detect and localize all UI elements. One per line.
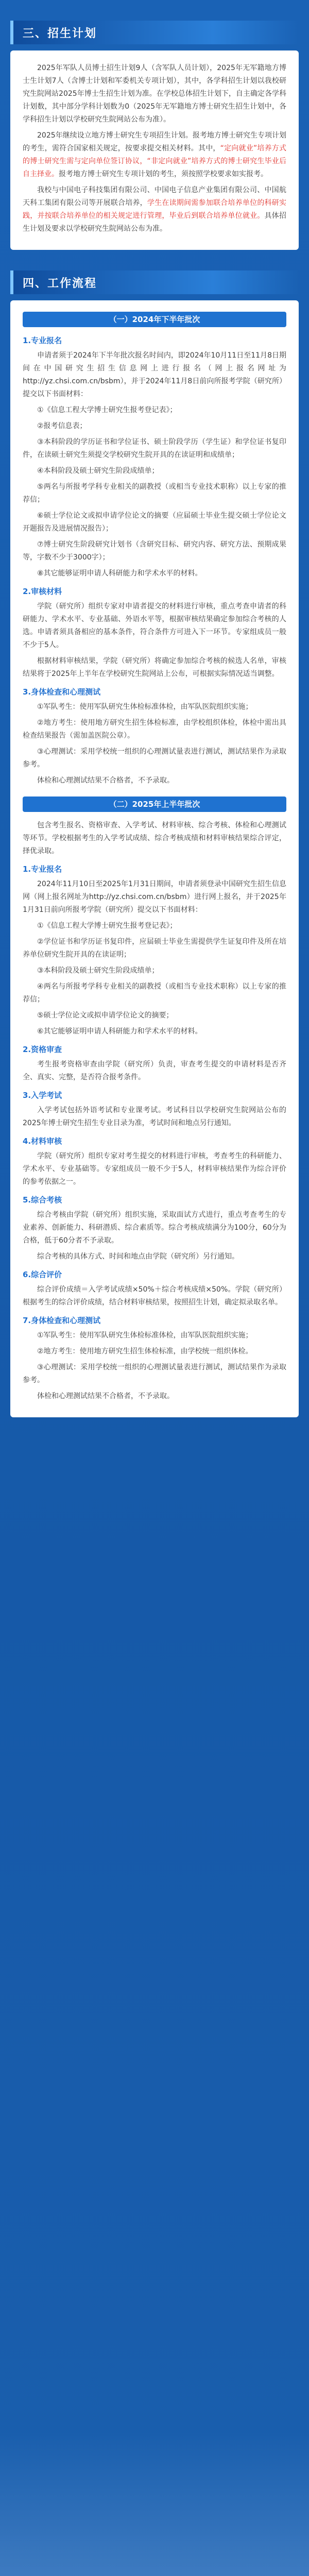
text: 具体招生计划及要求以学校研究生院网站公布为准。 [23,212,287,233]
highlighted-text: “定向就业”培养方式的博士研究生需与定向单位签订协议，“非定向就业”培养方式的博士研究生毕业后自主择业。 [23,144,287,178]
list-item: ⑦博士研究生阶段研究计划书（含研究目标、研究内容、研究方法、预期成果等，字数不少于3000字）； [23,540,286,562]
list-item: ⑤两名与所报考学科专业相关的副教授（或相当专业技术职称）以上专家的推荐信； [23,483,286,504]
step-title: 5.综合考核 [23,1195,62,1205]
subsection-header-2024-h2: （一）2024年下半年批次 [23,312,286,327]
step-title: 4.材料审核 [23,1137,62,1146]
list-item: ②报考信息表； [37,422,87,430]
section-header-workflow [10,270,299,294]
step-title: 2.审核材料 [23,587,62,596]
text: 报考地方博士研究生专项计划的考生，须按照学校要求如实报考。 [59,170,268,178]
subsection-header-2025-h1: （二）2025年上半年批次 [23,796,286,812]
list-item: ②学位证书和学历证书复印件，应届硕士毕业生需提供学生证复印件及所在培养单位研究生院开具的在读证明； [23,938,286,959]
text: 我校与中国电子科技集团有限公司、中国电子信息产业集团有限公司、中国航天科工集团有限公司等开展联合培养， [23,186,286,207]
paragraph: 包含考生报名、资格审查、入学考试、材料审核、综合考核、体检和心理测试等环节。学校根据考生的入学考试成绩、综合考核成绩和材料审核结果综合评定，择优录取。 [23,821,286,855]
paragraph: 体检和心理测试结果不合格者，不予录取。 [37,776,174,785]
step-title: 7.身体检查和心理测试 [23,1316,101,1325]
list-item: ⑥硕士学位论文或拟申请学位论文的摘要（应届硕士毕业生提交硕士学位论文开题报告及进展情况报告）； [23,512,286,533]
paragraph: ①军队考生：使用军队研究生体检标准体检，由军队医院组织实施； [37,703,253,711]
list-item: ③本科阶段及硕士研究生阶段成绩单； [37,967,159,975]
paragraph: 体检和心理测试结果不合格者，不予录取。 [37,1392,174,1400]
workflow-card [10,300,299,1417]
section-header-enrollment-plan [10,21,299,44]
paragraph: 考生报考资格审查由学院（研究所）负责，审查考生提交的申请材料是否齐全、真实、完整，是否符合报考条件。 [23,1060,286,1081]
paragraph: ③心理测试：采用学校统一组织的心理测试量表进行测试，测试结果作为录取参考。 [23,748,286,769]
list-item: ④两名与所报考学科专业相关的副教授（或相当专业技术职称）以上专家的推荐信； [23,982,286,1004]
paragraph: 入学考试包括外语考试和专业课考试。考试科目以学校研究生院网站公布的2025年博士研究生招生专业目录为准，考试时间和地点另行通知。 [23,1106,286,1127]
paragraph: 申请者须于2024年下半年批次报名时间内，即2024年10月11日至11月8日期间在中国研究生招生信息网上进行报名（网上报名网址为http://yz.chsi.com.cn/bsbm），并于2024年11月8日前向所报考学院（研究所）提交以下书面材料： [23,351,286,398]
paragraph: 根据材料审核结果，学院（研究所）将确定参加综合考核的候选人名单，审核结果将于2025年上半年在学校研究生院网站上公布，可根据实际情况适当调整。 [23,657,286,678]
paragraph: ②地方考生：使用地方研究生招生体检标准，由学校统一组织体检。 [37,1347,253,1355]
list-item: ⑧其它能够证明申请人科研能力和学术水平的材料。 [37,569,202,578]
list-item: ⑥其它能够证明申请人科研能力和学术水平的材料。 [37,1027,202,1036]
paragraph: 2025年军队人员博士招生计划9人（含军队人员计划），2025年无军籍地方博士生计划7人（含博士计划和军委机关专项计划），其中，各学科招生计划以我校研究生院网站2025年博士生招生计划为准。在学校总体招生计划下，自主确定各学科计划数，其中部分学科计划数为0（2025年无军籍地方博士研究生招生计划中，各学科招生计划以学校研究生院网站公布为准）。 [23,64,286,124]
paragraph: 综合考核的具体方式、时间和地点由学院（研究所）另行通知。 [37,1252,239,1261]
step-title: 3.身体检查和心理测试 [23,687,101,697]
enrollment-plan-card [10,50,299,250]
section-title: 三、招生计划 [23,27,97,40]
paragraph [23,184,286,235]
paragraph: ②地方考生：使用地方研究生招生体检标准，由学校组织体检，体检中需出具检查结果报告（需加盖医院公章）。 [23,719,286,740]
step-title: 6.综合评价 [23,1270,62,1279]
step-title: 1.专业报名 [23,865,62,874]
page-content [10,0,299,1417]
text: 2025年继续设立地方博士研究生专项招生计划。报考地方博士研究生专项计划的考生，需符合国家相关规定，按要求提交相关材料。其中， [23,131,286,152]
paragraph: ③心理测试：采用学校统一组织的心理测试量表进行测试，测试结果作为录取参考。 [23,1363,286,1384]
step-title: 1.专业报名 [23,336,62,345]
paragraph: 综合评价成绩＝入学考试成绩×50%＋综合考核成绩×50%。学院（研究所）根据考生的综合评价成绩，结合材料审核结果，按照招生计划，确定拟录取名单。 [23,1285,286,1307]
paragraph: 2024年11月10日至2025年1月31日期间，申请者须登录中国研究生招生信息网（网上报名网址为http://yz.chsi.com.cn/bsbm）进行网上报名，并于2025年1月31日前向所报考学院（研究所）提交以下书面材料： [23,880,286,914]
paragraph: 学院（研究所）组织专家对考生提交的材料进行审核，考查考生的科研能力、学术水平、专业基础等。专家组成员一般不少于5人，材料审核结果作为综合评价的参考依据之一。 [23,1152,286,1186]
step-title: 3.入学考试 [23,1091,62,1100]
paragraph: 学院（研究所）组织专家对申请者提交的材料进行审核，重点考查申请者的科研能力、学术水平、专业基础、外语水平等，根据审核结果确定参加综合考核的人选。申请者须具备相应的基本条件，符合条件方可进入下一环节。专家组成员一般不少于5人。 [23,602,286,649]
list-item: ④本科阶段及硕士研究生阶段成绩单； [37,467,159,475]
list-item: ①《信息工程大学博士研究生报考登记表》； [37,406,177,414]
list-item: ③本科阶段的学历证书和学位证书、硕士阶段学历（学生证）和学位证书复印件，在读硕士研究生须提交学校研究生院开具的在读证明和成绩单； [23,438,286,459]
list-item: ⑤硕士学位论文或拟申请学位论文的摘要； [37,1011,174,1020]
background-decoration [0,2432,309,2576]
paragraph: ①军队考生：使用军队研究生体检标准体检，由军队医院组织实施； [37,1331,253,1340]
paragraph: 综合考核由学院（研究所）组织实施，采取面试方式进行，重点考查考生的专业素养、创新能力、科研潜质、综合素质等。综合考核成绩满分为100分，60分为合格，低于60分者不予录取。 [23,1211,286,1245]
paragraph [23,129,286,181]
step-title: 2.资格审查 [23,1045,62,1054]
section-title: 四、工作流程 [23,277,97,290]
list-item: ①《信息工程大学博士研究生报考登记表》； [37,922,177,930]
highlighted-text: 学生在读期间需参加联合培养单位的科研实践，并按联合培养单位的相关规定进行管理，毕业后到联合培养单位就业。 [23,199,287,220]
